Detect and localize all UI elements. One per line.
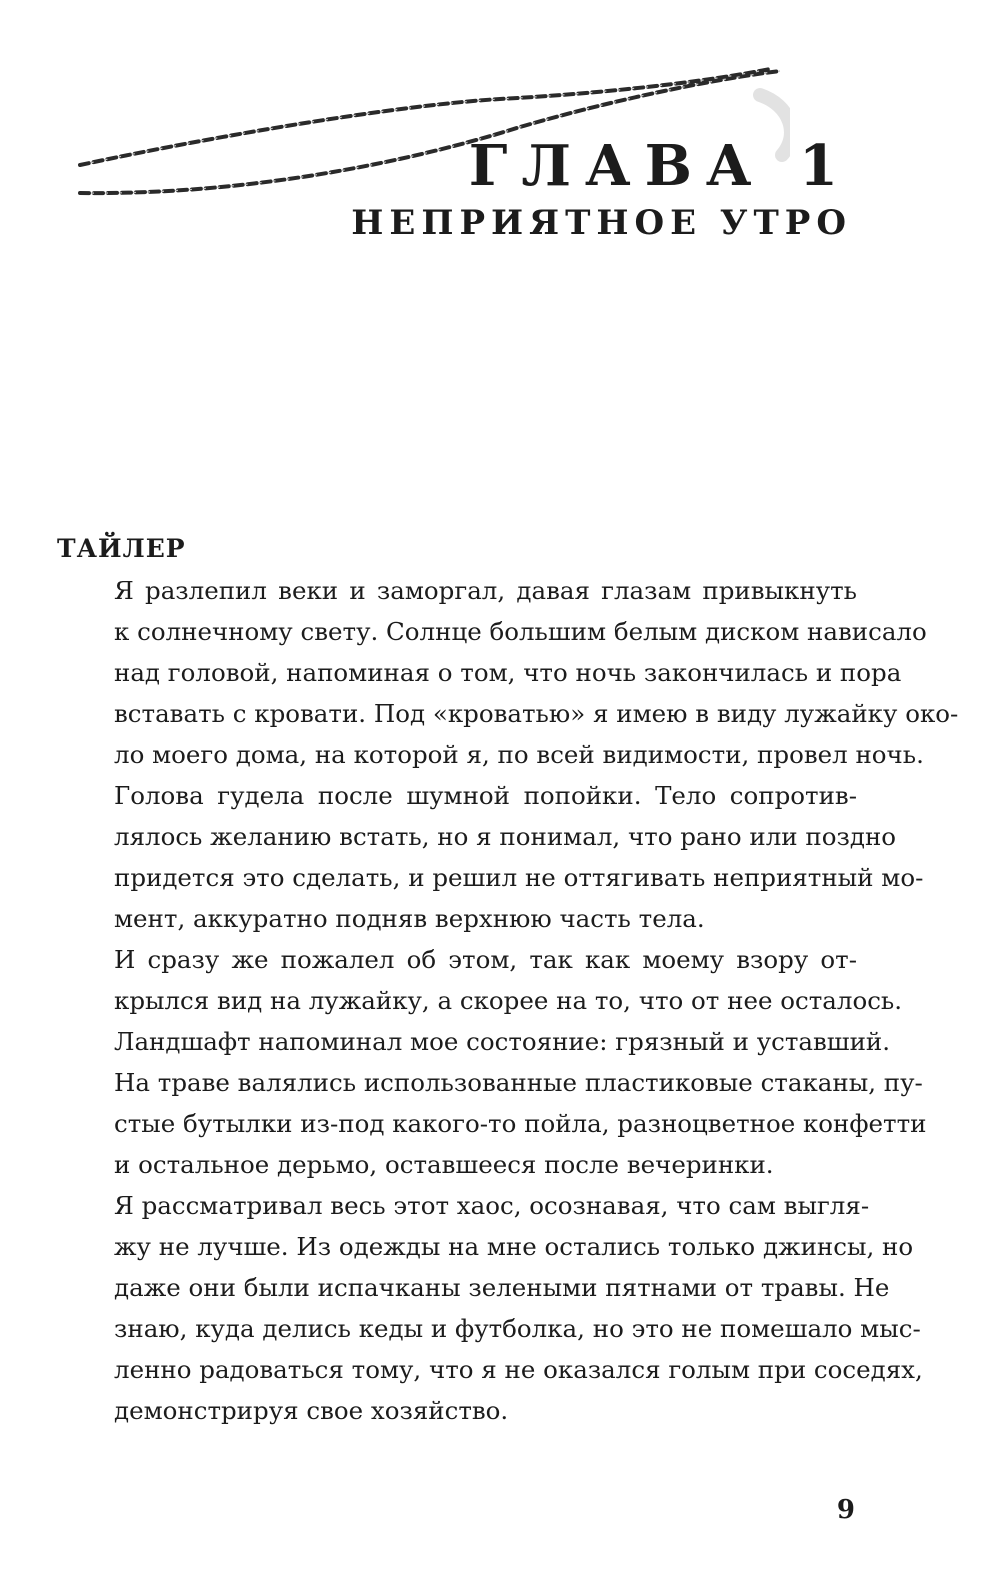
text-line: знаю, куда делись кеды и футболка, но это не помешало мыс- (114, 1314, 921, 1343)
text-line: мент, аккуратно подняв верхнюю часть тела. (114, 904, 705, 933)
text-line: Я рассматривал весь этот хаос, осознавая, что сам выгля- (114, 1191, 870, 1220)
text-line: На траве валялись использованные пластиковые стаканы, пу- (114, 1068, 923, 1097)
text-line: И сразу же пожалел об этом, так как моему взору от- (114, 945, 857, 974)
chapter-title: ГЛАВА 1 (468, 133, 852, 199)
page-number: 9 (836, 1495, 855, 1525)
text-line: Я разлепил веки и заморгал, давая глазам привыкнуть (114, 576, 857, 605)
text-line: к солнечному свету. Солнце большим белым диском нависало (114, 617, 927, 646)
text-line: Ландшафт напоминал мое состояние: грязный и уставший. (114, 1027, 891, 1056)
text-line: стые бутылки из-под какого-то пойла, разноцветное конфетти (114, 1109, 927, 1138)
paragraph-2 (57, 775, 924, 939)
paragraph-3 (57, 939, 927, 1185)
text-line: демонстрируя свое хозяйство. (114, 1396, 509, 1425)
text-line: крылся вид на лужайку, а скорее на то, что от нее осталось. (114, 986, 903, 1015)
text-line: вставать с кровати. Под «кроватью» я имею в виду лужайку око- (114, 699, 959, 728)
paragraph-4 (57, 1185, 923, 1431)
text-line: ленно радоваться тому, что я не оказался голым при соседях, (114, 1355, 923, 1384)
text-line: придется это сделать, и решил не оттягивать неприятный мо- (114, 863, 924, 892)
text-line: жу не лучше. Из одежды на мне остались только джинсы, но (114, 1232, 914, 1261)
text-line: Голова гудела после шумной попойки. Тело сопротив- (114, 781, 857, 810)
body-text (57, 570, 959, 1431)
text-line: и остальное дерьмо, оставшееся после вечеринки. (114, 1150, 774, 1179)
paragraph-1 (57, 570, 959, 775)
text-line: над головой, напоминая о том, что ночь закончилась и пора (114, 658, 902, 687)
narrator-heading: ТАЙЛЕР (57, 534, 186, 563)
text-line: даже они были испачканы зелеными пятнами от травы. Не (114, 1273, 890, 1302)
chapter-subtitle: НЕПРИЯТНОЕ УТРО (351, 203, 852, 243)
text-line: лялось желанию встать, но я понимал, что рано или поздно (114, 822, 897, 851)
text-line: ло моего дома, на которой я, по всей видимости, провел ночь. (114, 740, 924, 769)
